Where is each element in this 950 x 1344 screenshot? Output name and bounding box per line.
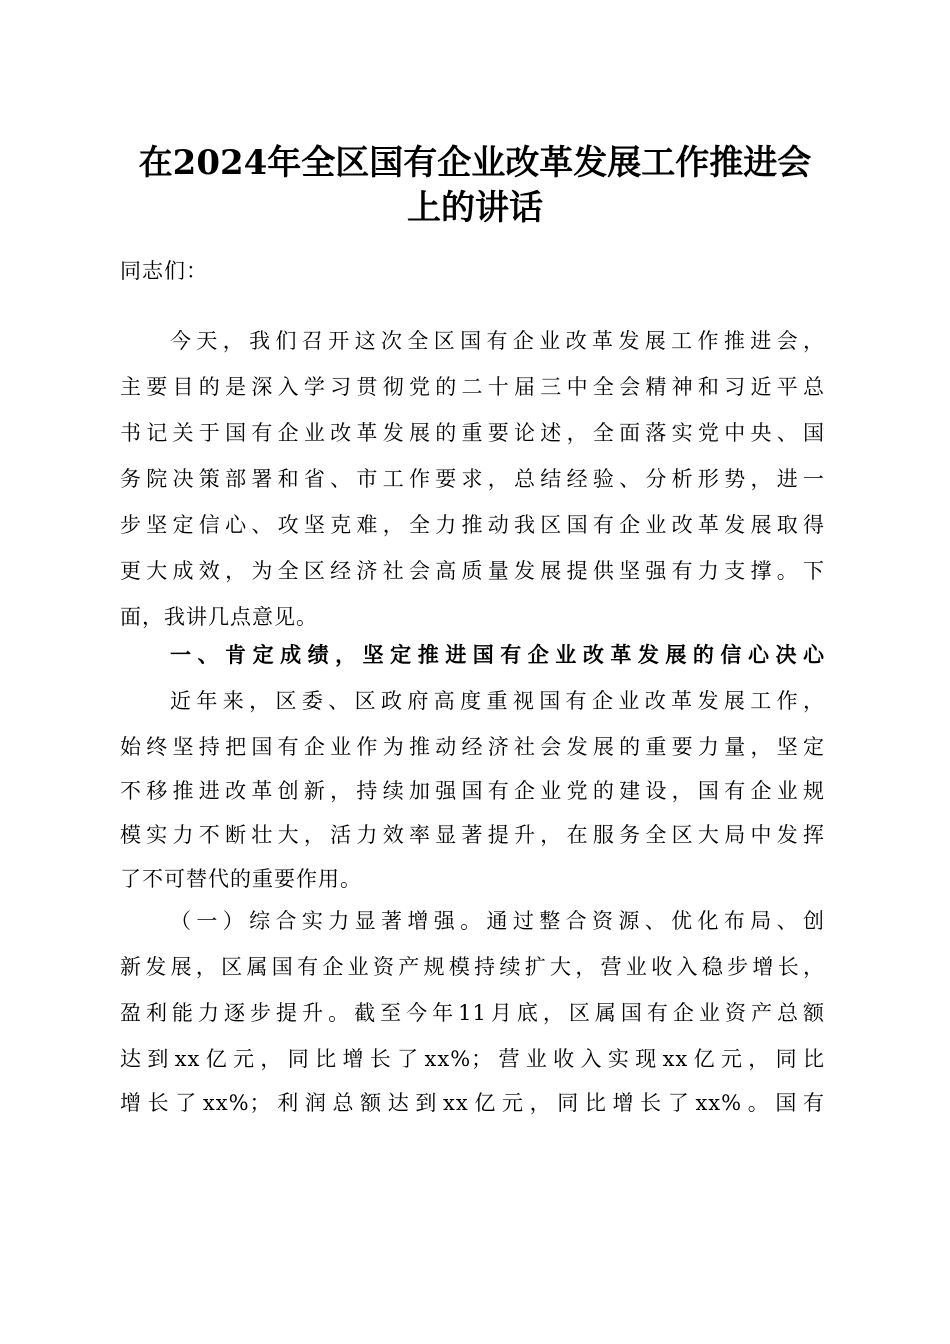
paragraph-line: 务院决策部署和省、市工作要求，总结经验、分析形势，进一 bbox=[120, 467, 825, 491]
salutation: 同志们： bbox=[120, 259, 208, 283]
paragraph-line: 面，我讲几点意见。 bbox=[120, 605, 318, 629]
document-title-line-1: 在2024年全区国有企业改革发展工作推进会 bbox=[138, 143, 812, 183]
paragraph-line: 新发展，区属国有企业资产规模持续扩大，营业收入稳步增长， bbox=[120, 955, 825, 979]
paragraph-line: 今天，我们召开这次全区国有企业改革发展工作推进会， bbox=[170, 329, 825, 353]
paragraph-line: 书记关于国有企业改革发展的重要论述，全面落实党中央、国 bbox=[120, 421, 825, 445]
document-title-line-2: 上的讲话 bbox=[407, 188, 543, 228]
paragraph-line: 盈利能力逐步提升。截至今年11月底，区属国有企业资产总额 bbox=[120, 1001, 825, 1025]
paragraph-line: 了不可替代的重要作用。 bbox=[120, 867, 362, 891]
paragraph-line: 步坚定信心、攻坚克难，全力推动我区国有企业改革发展取得 bbox=[120, 513, 825, 537]
paragraph-line: 模实力不断壮大，活力效率显著提升，在服务全区大局中发挥 bbox=[120, 823, 825, 847]
paragraph-line: 增长了xx%；利润总额达到xx亿元，同比增长了xx%。国有 bbox=[120, 1091, 825, 1115]
paragraph-line: 更大成效，为全区经济社会高质量发展提供坚强有力支撑。下 bbox=[120, 559, 825, 583]
paragraph-line: 主要目的是深入学习贯彻党的二十届三中全会精神和习近平总 bbox=[120, 375, 825, 399]
paragraph-line: 达到xx亿元，同比增长了xx%；营业收入实现xx亿元，同比 bbox=[120, 1047, 825, 1071]
paragraph-line: 近年来，区委、区政府高度重视国有企业改革发展工作， bbox=[170, 689, 825, 713]
section-heading-1: 一、肯定成绩，坚定推进国有企业改革发展的信心决心 bbox=[170, 642, 825, 667]
subsection-line: （一）综合实力显著增强。通过整合资源、优化布局、创 bbox=[170, 909, 825, 933]
paragraph-line: 不移推进改革创新，持续加强国有企业党的建设，国有企业规 bbox=[120, 779, 825, 803]
paragraph-line: 始终坚持把国有企业作为推动经济社会发展的重要力量，坚定 bbox=[120, 735, 825, 759]
